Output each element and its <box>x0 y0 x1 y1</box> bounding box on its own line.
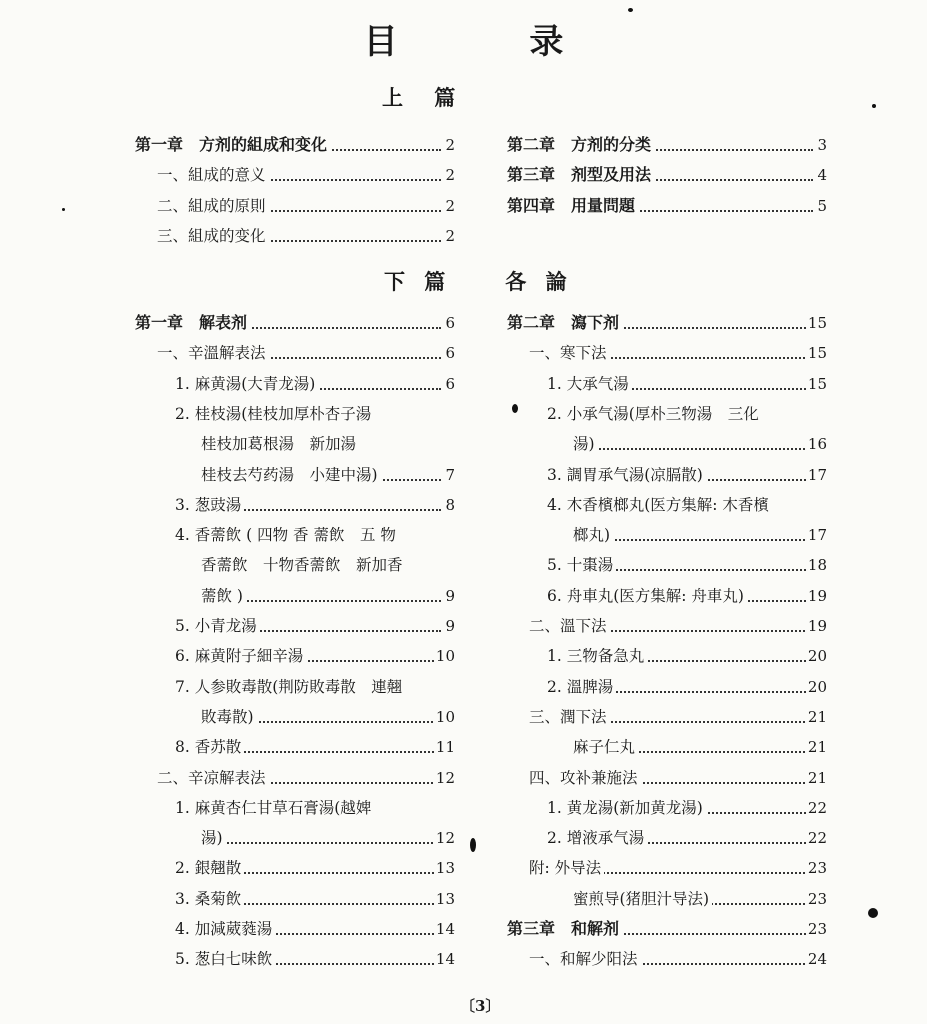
toc-row <box>135 338 455 368</box>
toc-row <box>507 130 827 160</box>
toc-page-number: 15 <box>806 338 827 368</box>
toc-page-number: 23 <box>806 914 827 944</box>
toc-row <box>507 823 827 853</box>
toc-entry-label: 二、組成的原則 <box>157 191 269 221</box>
toc-page-number: 17 <box>806 460 827 490</box>
toc-row <box>507 490 827 520</box>
toc-entry-label: 1. 三物备急丸 <box>547 641 647 671</box>
toc-entry-label: 1. 麻黄杏仁甘草石膏湯(越婢 <box>175 793 374 823</box>
toc-row <box>507 520 827 550</box>
toc-page-number: 19 <box>806 581 827 611</box>
toc-chapter-label: 第一章 方剂的組成和变化 <box>135 130 330 160</box>
toc-chapter-label: 第四章 用量問題 <box>507 191 638 221</box>
toc-row <box>507 399 827 429</box>
scan-speck <box>628 8 633 12</box>
toc-entry-label: 2. 溫脾湯 <box>547 672 616 702</box>
toc-entry-label: 1. 大承气湯 <box>547 369 632 399</box>
toc-row <box>507 581 827 611</box>
toc-page-number: 4 <box>815 160 827 190</box>
toc-row <box>135 884 455 914</box>
toc-entry-label: 二、辛凉解表法 <box>157 763 269 793</box>
toc-entry-label: 附: 外导法 <box>529 853 604 883</box>
toc-entry-label: 桂枝加葛根湯 新加湯 <box>201 429 359 459</box>
toc-page-number: 2 <box>443 191 455 221</box>
part-heading-upper: 上 篇 <box>382 85 468 110</box>
toc-row <box>135 823 455 853</box>
toc-row <box>507 338 827 368</box>
toc-entry-label: 蜜煎导(猪胆汁导法) <box>573 884 712 914</box>
toc-entry-label: 3. 桑菊飲 <box>175 884 244 914</box>
toc-page-number: 11 <box>434 732 455 762</box>
scan-speck <box>868 908 878 918</box>
toc-entry-label: 8. 香苏散 <box>175 732 244 762</box>
toc-row <box>135 490 455 520</box>
toc-row <box>135 763 455 793</box>
toc-row <box>135 460 455 490</box>
toc-entry-label: 7. 人参敗毒散(荆防敗毒散 連翹 <box>175 672 405 702</box>
leader-dots <box>583 448 813 450</box>
toc-row <box>135 944 455 974</box>
toc-entry-label: 2. 小承气湯(厚朴三物湯 三化 <box>547 399 762 429</box>
page-folio: 〔3〕 <box>460 997 501 1015</box>
toc-row <box>507 641 827 671</box>
toc-entry-label: 3. 葱豉湯 <box>175 490 244 520</box>
toc-entry-label: 4. 木香檳榔丸(医方集解: 木香檳 <box>547 490 772 520</box>
toc-row <box>135 581 455 611</box>
toc-page-number: 21 <box>806 702 827 732</box>
toc-row <box>135 672 455 702</box>
toc-page-number: 17 <box>806 520 827 550</box>
toc-row <box>507 732 827 762</box>
toc-page-number: 21 <box>806 732 827 762</box>
toc-row <box>507 160 827 190</box>
leader-dots <box>583 539 813 541</box>
toc-page-number: 14 <box>434 914 455 944</box>
toc-page-number: 18 <box>806 550 827 580</box>
toc-entry-label: 麻子仁丸 <box>573 732 638 762</box>
toc-row <box>507 793 827 823</box>
toc-entry-label: 三、潤下法 <box>529 702 610 732</box>
toc-entry-label: 2. 桂枝湯(桂枝加厚朴杏子湯 <box>175 399 374 429</box>
toc-page-number: 21 <box>806 763 827 793</box>
toc-page-number: 22 <box>806 793 827 823</box>
toc-page-number: 23 <box>806 884 827 914</box>
toc-page-number: 9 <box>443 581 455 611</box>
toc-row <box>135 130 455 160</box>
toc-row <box>135 641 455 671</box>
toc-entry-label: 三、組成的变化 <box>157 221 269 251</box>
toc-chapter-label: 第三章 剂型及用法 <box>507 160 654 190</box>
toc-entry-label: 一、組成的意义 <box>157 160 269 190</box>
toc-row <box>135 550 455 580</box>
toc-row <box>507 308 827 338</box>
toc-page-number: 14 <box>434 944 455 974</box>
toc-row <box>135 191 455 221</box>
toc-row <box>507 550 827 580</box>
toc-row <box>135 793 455 823</box>
toc-page-number: 13 <box>434 853 455 883</box>
toc-row <box>507 763 827 793</box>
toc-entry-label: 5. 十棗湯 <box>547 550 616 580</box>
toc-page-number: 15 <box>806 308 827 338</box>
toc-page-number: 10 <box>434 641 455 671</box>
toc-entry-label: 湯) <box>573 429 598 459</box>
toc-entry-label: 薷飲 ) <box>201 581 246 611</box>
toc-entry-label: 香薷飲 十物香薷飲 新加香 <box>201 550 406 580</box>
toc-row <box>507 944 827 974</box>
toc-row <box>135 429 455 459</box>
part-heading-lower: 下 篇 各 論 <box>384 269 573 294</box>
toc-page-number: 7 <box>443 460 455 490</box>
toc-row <box>507 429 827 459</box>
toc-entry-label: 3. 調胃承气湯(凉膈散) <box>547 460 706 490</box>
toc-page-number: 6 <box>443 369 455 399</box>
scan-speck <box>872 104 876 108</box>
toc-chapter-label: 第三章 和解剂 <box>507 914 622 944</box>
toc-row <box>135 308 455 338</box>
toc-page-number: 8 <box>443 490 455 520</box>
toc-chapter-label: 第二章 瀉下剂 <box>507 308 622 338</box>
toc-row <box>135 611 455 641</box>
toc-chapter-label: 第二章 方剂的分类 <box>507 130 654 160</box>
toc-row <box>507 853 827 883</box>
toc-entry-label: 4. 加減葳蕤湯 <box>175 914 275 944</box>
toc-row <box>135 702 455 732</box>
toc-entry-label: 湯) <box>201 823 226 853</box>
scan-speck <box>512 404 518 413</box>
toc-page-number: 22 <box>806 823 827 853</box>
toc-entry-label: 榔丸) <box>573 520 613 550</box>
toc-page-number: 6 <box>443 338 455 368</box>
toc-entry-label: 1. 黄龙湯(新加黄龙湯) <box>547 793 706 823</box>
toc-page-number: 12 <box>434 763 455 793</box>
toc-entry-label: 一、和解少阳法 <box>529 944 641 974</box>
toc-entry-label: 5. 小青龙湯 <box>175 611 260 641</box>
toc-page-number: 16 <box>806 429 827 459</box>
toc-page-number: 2 <box>443 130 455 160</box>
toc-entry-label: 5. 葱白七味飲 <box>175 944 275 974</box>
toc-row <box>507 672 827 702</box>
toc-row <box>135 914 455 944</box>
toc-page-number: 24 <box>806 944 827 974</box>
toc-row <box>135 520 455 550</box>
toc-row <box>507 460 827 490</box>
toc-entry-label: 2. 銀翹散 <box>175 853 244 883</box>
toc-page-number: 23 <box>806 853 827 883</box>
toc-page-number: 3 <box>815 130 827 160</box>
toc-entry-label: 1. 麻黄湯(大青龙湯) <box>175 369 318 399</box>
leader-dots <box>211 842 441 844</box>
scan-speck <box>62 208 65 211</box>
toc-row <box>507 702 827 732</box>
toc-row <box>135 853 455 883</box>
toc-page-number: 6 <box>443 308 455 338</box>
toc-row <box>507 369 827 399</box>
toc-row <box>507 914 827 944</box>
toc-entry-label: 6. 舟車丸(医方集解: 舟車丸) <box>547 581 747 611</box>
toc-entry-label: 4. 香薷飲 ( 四物 香 薷飲 五 物 <box>175 520 399 550</box>
toc-page-number: 15 <box>806 369 827 399</box>
toc-page-number: 20 <box>806 672 827 702</box>
toc-page-number: 2 <box>443 160 455 190</box>
toc-row <box>135 160 455 190</box>
toc-entry-label: 一、寒下法 <box>529 338 610 368</box>
toc-row <box>507 191 827 221</box>
toc-row <box>135 399 455 429</box>
toc-row <box>135 369 455 399</box>
toc-page-number: 19 <box>806 611 827 641</box>
toc-entry-label: 敗毒散) <box>201 702 257 732</box>
scan-speck <box>470 838 476 852</box>
toc-entry-label: 2. 增液承气湯 <box>547 823 647 853</box>
toc-entry-label: 二、溫下法 <box>529 611 610 641</box>
toc-entry-label: 四、攻补兼施法 <box>529 763 641 793</box>
toc-row <box>135 732 455 762</box>
toc-entry-label: 一、辛溫解表法 <box>157 338 269 368</box>
toc-entry-label: 桂枝去芍药湯 小建中湯) <box>201 460 381 490</box>
toc-page-number: 12 <box>434 823 455 853</box>
toc-page-number: 2 <box>443 221 455 251</box>
page-title: 目 录 <box>363 22 624 62</box>
toc-row <box>135 221 455 251</box>
toc-page-number: 13 <box>434 884 455 914</box>
toc-row <box>507 611 827 641</box>
toc-row <box>507 884 827 914</box>
toc-page-number: 9 <box>443 611 455 641</box>
toc-chapter-label: 第一章 解表剂 <box>135 308 250 338</box>
toc-entry-label: 6. 麻黄附子細辛湯 <box>175 641 306 671</box>
toc-page-number: 5 <box>815 191 827 221</box>
toc-page-number: 10 <box>434 702 455 732</box>
toc-page-number: 20 <box>806 641 827 671</box>
